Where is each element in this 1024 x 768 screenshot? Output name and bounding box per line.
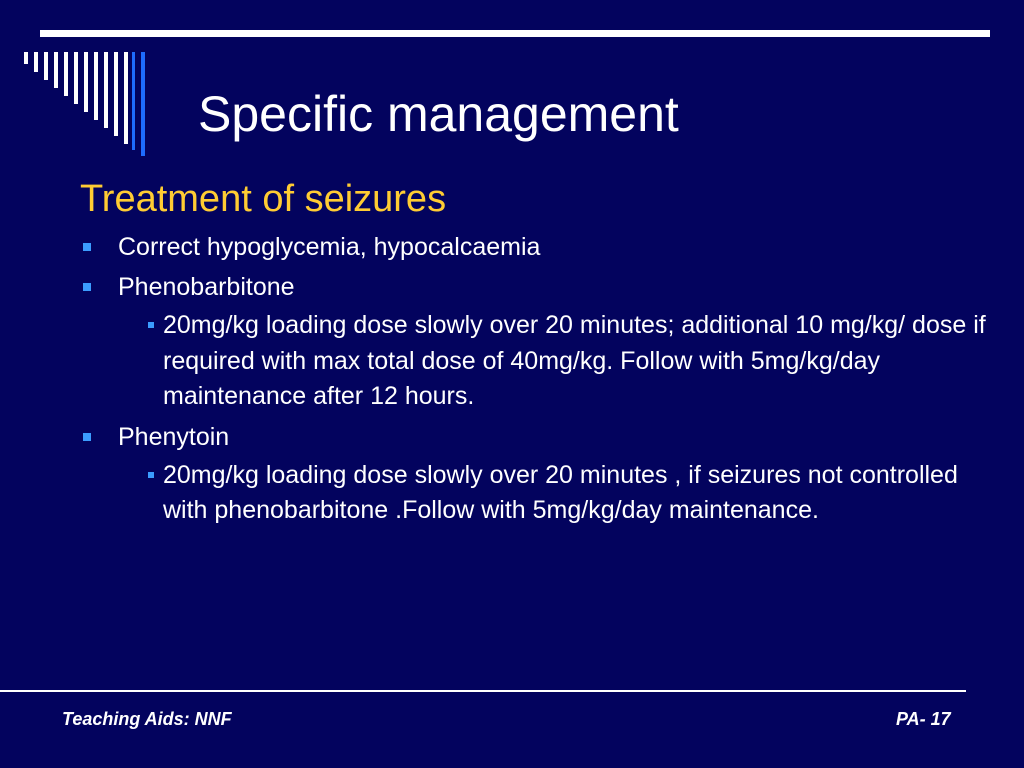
bullet-list bbox=[80, 230, 990, 529]
sub-bullet-list bbox=[118, 458, 990, 529]
list-item-text: Correct hypoglycemia, hypocalcaemia bbox=[118, 233, 541, 261]
square-bullet-icon bbox=[83, 243, 91, 251]
list-item bbox=[80, 230, 990, 265]
list-item bbox=[80, 420, 990, 529]
small-square-bullet-icon bbox=[148, 472, 154, 478]
sub-list-item bbox=[118, 308, 990, 415]
square-bullet-icon bbox=[83, 283, 91, 291]
list-item-text: Phenobarbitone bbox=[118, 273, 295, 301]
footer-rule bbox=[0, 690, 966, 692]
square-bullet-icon bbox=[83, 433, 91, 441]
slide-content bbox=[80, 176, 990, 534]
decorative-stripes bbox=[0, 0, 160, 160]
sub-list-item-text: 20mg/kg loading dose slowly over 20 minutes , if seizures not controlled with phenobarbitone .Follow with 5mg/kg/day maintenance. bbox=[163, 460, 958, 524]
footer-source: Teaching Aids: NNF bbox=[62, 709, 232, 729]
section-heading: Treatment of seizures bbox=[80, 178, 447, 220]
slide-number: PA- 17 bbox=[896, 709, 951, 729]
list-item-text: Phenytoin bbox=[118, 422, 230, 451]
small-square-bullet-icon bbox=[148, 322, 154, 328]
slide-title: Specific management bbox=[198, 86, 679, 142]
list-item bbox=[80, 270, 990, 415]
sub-list-item bbox=[118, 458, 990, 529]
top-rule bbox=[40, 30, 990, 37]
sub-list-item-text: 20mg/kg loading dose slowly over 20 minutes; additional 10 mg/kg/ dose if required with max total dose of 40mg/kg. Follow with 5mg/kg/day maintenance after 12 hours. bbox=[163, 311, 986, 410]
sub-bullet-list bbox=[118, 308, 990, 415]
